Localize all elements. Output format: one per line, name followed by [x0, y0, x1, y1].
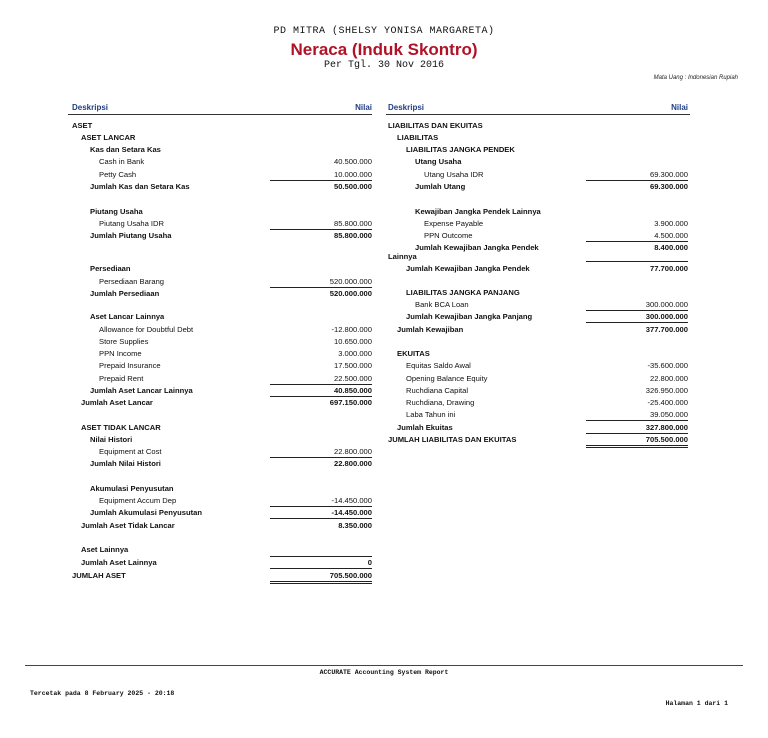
left-row: Jumlah Akumulasi Penyusutan: [90, 508, 202, 517]
right-value: 300.000.000: [645, 312, 688, 321]
left-row: Jumlah Piutang Usaha: [90, 231, 172, 240]
left-row: Jumlah Kas dan Setara Kas: [90, 182, 190, 191]
right-row: Opening Balance Equity: [406, 374, 488, 383]
subtotal-rule: [586, 420, 688, 421]
right-row: Jumlah Kewajiban Jangka Pendek: [406, 264, 530, 273]
left-row: Equipment at Cost: [99, 447, 162, 456]
right-row: LIABILITAS JANGKA PANJANG: [406, 288, 520, 297]
right-header-rule: [386, 114, 690, 115]
right-row: Expense Payable: [424, 219, 484, 228]
right-value: 69.300.000: [649, 182, 688, 191]
right-row: EKUITAS: [397, 349, 430, 358]
left-row: Nilai Histori: [90, 435, 133, 444]
left-value: 520.000.000: [329, 277, 372, 286]
left-row: Kas dan Setara Kas: [90, 145, 161, 154]
right-value: 377.700.000: [645, 325, 688, 334]
subtotal-rule: [270, 518, 372, 519]
total-rule: [270, 568, 372, 569]
left-value: 705.500.000: [329, 571, 372, 580]
left-value: 40.500.000: [333, 157, 372, 166]
footer-printed-date: Tercetak pada 8 February 2025 - 20:18: [30, 690, 175, 697]
left-row: Equipment Accum Dep: [99, 496, 177, 505]
right-value: 8.400.000: [654, 243, 688, 252]
left-row: Aset Lainnya: [81, 545, 129, 554]
left-value: -12.800.000: [331, 325, 372, 334]
right-row: Jumlah Kewajiban: [397, 325, 464, 334]
subtotal-rule: [270, 506, 372, 507]
right-value: -35.600.000: [647, 361, 688, 370]
right-row: LIABILITAS DAN EKUITAS: [388, 121, 483, 130]
subtotal-rule: [270, 287, 372, 288]
subtotal-rule: [270, 396, 372, 397]
left-value: 22.800.000: [333, 459, 372, 468]
left-row: Akumulasi Penyusutan: [90, 484, 174, 493]
right-value: 77.700.000: [649, 264, 688, 273]
left-value: 3.000.000: [338, 349, 372, 358]
subtotal-rule: [586, 180, 688, 181]
left-desc-header: Deskripsi: [72, 103, 109, 112]
left-row: Aset Lancar Lainnya: [90, 312, 165, 321]
left-value: -14.450.000: [331, 496, 372, 505]
left-row: Piutang Usaha IDR: [99, 219, 165, 228]
subtotal-rule: [270, 384, 372, 385]
subtotal-rule: [586, 322, 688, 323]
grand-total-rule: [270, 583, 372, 584]
right-row: Jumlah Kewajiban Jangka Panjang: [406, 312, 533, 321]
left-row: Persediaan: [90, 264, 131, 273]
right-value: 39.050.000: [649, 410, 688, 419]
left-value: 50.500.000: [333, 182, 372, 191]
subtotal-rule: [586, 261, 688, 262]
left-value: 10.650.000: [333, 337, 372, 346]
right-row: Jumlah Kewajiban Jangka Pendek: [415, 243, 539, 252]
grand-total-rule: [270, 581, 372, 582]
grand-total-rule: [586, 445, 688, 446]
subtotal-rule: [270, 556, 372, 557]
left-row: Jumlah Aset Lancar Lainnya: [90, 386, 193, 395]
footer-rule: [25, 665, 743, 666]
left-header-rule: [68, 114, 372, 115]
left-row: Jumlah Aset Lainnya: [81, 558, 157, 567]
right-row: Equitas Saldo Awal: [406, 361, 471, 370]
right-row: Bank BCA Loan: [415, 300, 469, 309]
right-row: JUMLAH LIABILITAS DAN EKUITAS: [388, 435, 517, 444]
left-value: 40.850.000: [333, 386, 372, 395]
footer-page-number: Halaman 1 dari 1: [665, 700, 728, 707]
left-row: Jumlah Persediaan: [90, 289, 160, 298]
left-row: Cash in Bank: [99, 157, 145, 166]
right-row: Utang Usaha: [415, 157, 462, 166]
right-row: Jumlah Ekuitas: [397, 423, 453, 432]
left-row: ASET TIDAK LANCAR: [81, 423, 161, 432]
subtotal-rule: [270, 457, 372, 458]
right-row: Kewajiban Jangka Pendek Lainnya: [415, 207, 541, 216]
right-row: Ruchdiana, Drawing: [406, 398, 475, 407]
left-row: Persediaan Barang: [99, 277, 165, 286]
right-value: 327.800.000: [645, 423, 688, 432]
left-row: JUMLAH ASET: [72, 571, 126, 580]
currency-note: Mata Uang : Indonesian Rupiah: [653, 75, 738, 81]
left-value: 17.500.000: [333, 361, 372, 370]
left-value: 85.800.000: [333, 219, 372, 228]
right-row: Ruchdiana Capital: [406, 386, 469, 395]
left-row: ASET LANCAR: [81, 133, 136, 142]
right-value: -25.400.000: [647, 398, 688, 407]
right-row: PPN Outcome: [424, 231, 473, 240]
right-value: 326.950.000: [645, 386, 688, 395]
subtotal-rule: [270, 180, 372, 181]
right-row: Utang Usaha IDR: [424, 170, 484, 179]
right-row: Lainnya: [388, 252, 417, 261]
left-row: Allowance for Doubtful Debt: [99, 325, 194, 334]
right-value: 300.000.000: [645, 300, 688, 309]
left-row: ASET: [72, 121, 93, 130]
right-row: LIABILITAS JANGKA PENDEK: [406, 145, 515, 154]
right-value-header: Nilai: [671, 103, 688, 112]
left-value: 520.000.000: [329, 289, 372, 298]
right-row: Laba Tahun ini: [406, 410, 456, 419]
left-row: Petty Cash: [99, 170, 137, 179]
left-value: 22.800.000: [333, 447, 372, 456]
left-row: Prepaid Rent: [99, 374, 144, 383]
left-value: 10.000.000: [333, 170, 372, 179]
left-value: 22.500.000: [333, 374, 372, 383]
right-value: 22.800.000: [649, 374, 688, 383]
company-name: PD MITRA (SHELSY YONISA MARGARETA): [273, 26, 495, 37]
subtotal-rule: [586, 241, 688, 242]
left-row: Jumlah Aset Lancar: [81, 398, 153, 407]
right-value: 3.900.000: [654, 219, 688, 228]
left-value: 85.800.000: [333, 231, 372, 240]
right-value: 69.300.000: [649, 170, 688, 179]
right-value: 4.500.000: [654, 231, 688, 240]
right-row: LIABILITAS: [397, 133, 439, 142]
left-row: PPN Income: [99, 349, 142, 358]
footer-report-name: ACCURATE Accounting System Report: [319, 669, 449, 676]
right-row: Jumlah Utang: [415, 182, 466, 191]
report-date: Per Tgl. 30 Nov 2016: [323, 60, 445, 71]
left-row: Jumlah Nilai Histori: [90, 459, 161, 468]
left-value: -14.450.000: [331, 508, 372, 517]
total-rule: [586, 433, 688, 434]
left-value: 0: [367, 558, 372, 567]
left-value: 8.350.000: [338, 521, 372, 530]
left-row: Piutang Usaha: [90, 207, 143, 216]
subtotal-rule: [270, 229, 372, 230]
left-value-header: Nilai: [355, 103, 372, 112]
grand-total-rule: [586, 447, 688, 448]
left-row: Prepaid Insurance: [99, 361, 161, 370]
subtotal-rule: [586, 310, 688, 311]
left-row: Jumlah Aset Tidak Lancar: [81, 521, 175, 530]
left-value: 697.150.000: [329, 398, 372, 407]
left-row: Store Supplies: [99, 337, 149, 346]
report-title: Neraca (Induk Skontro): [290, 40, 478, 59]
right-value: 705.500.000: [645, 435, 688, 444]
right-desc-header: Deskripsi: [388, 103, 425, 112]
